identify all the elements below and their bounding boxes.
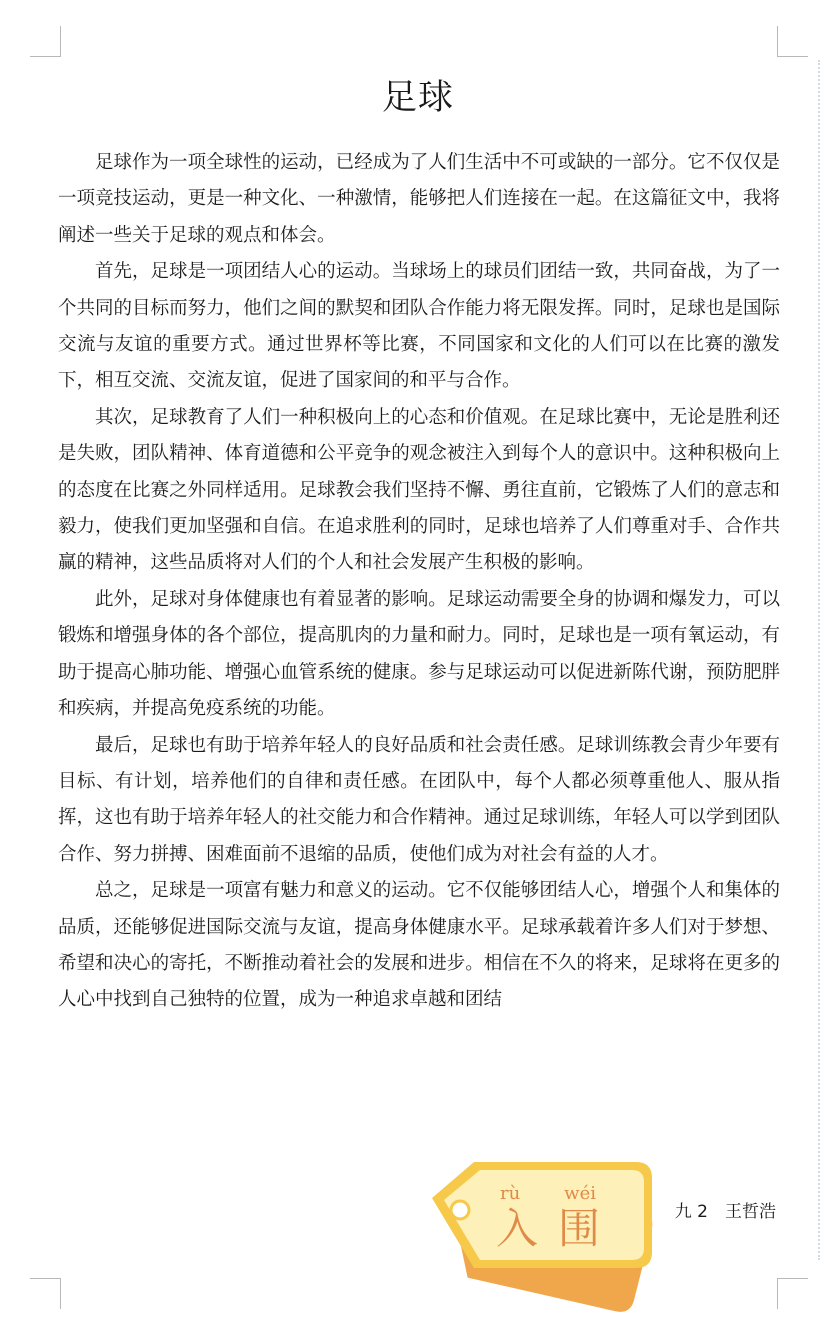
crop-mark-top-left xyxy=(30,26,61,57)
badge-char-2: 围 xyxy=(557,1204,600,1253)
paragraph-fourth: 最后，足球也有助于培养年轻人的良好品质和社会责任感。足球训练教会青少年要有目标、有计划，培养他们的自律和责任感。在团队中，每个人都必须尊重他人、服从指挥，这也有助于培养年轻人的社交能力和合作精神。通过足球训练，年轻人可以学到团队合作、努力拼搏、困难面前不退缩的品质，使他们成为对社会有益的人才。 xyxy=(58,734,780,865)
badge-label xyxy=(488,1184,608,1254)
document-body xyxy=(58,145,780,1019)
crop-mark-bottom-right xyxy=(777,1278,808,1309)
crop-mark-top-right xyxy=(777,26,808,57)
author-line: 九 2 王哲浩 xyxy=(674,1202,776,1222)
paragraph-conclusion: 总之，足球是一项富有魅力和意义的运动。它不仅能够团结人心，增强个人和集体的品质，还能够促进国际交流与友谊，提高身体健康水平。足球承载着许多人们对于梦想、希望和决心的寄托，不断推动着社会的发展和进步。相信在不久的将来，足球将在更多的人心中找到自己独特的位置，成为一种追求卓越和团结 xyxy=(58,880,780,1011)
finalist-badge xyxy=(410,1140,660,1320)
badge-characters xyxy=(496,1204,600,1254)
document-title: 足球 xyxy=(381,78,454,118)
paragraph-intro: 足球作为一项全球性的运动，已经成为了人们生活中不可或缺的一部分。它不仅仅是一项竞技运动，更是一种文化、一种激情，能够把人们连接在一起。在这篇征文中，我将阐述一些关于足球的观点和体会。 xyxy=(58,152,780,246)
badge-pinyin-2: wéi xyxy=(564,1183,596,1204)
paragraph-first: 首先，足球是一项团结人心的运动。当球场上的球员们团结一致，共同奋战，为了一个共同的目标而努力，他们之间的默契和团队合作能力将无限发挥。同时，足球也是国际交流与友谊的重要方式。通过世界杯等比赛，不同国家和文化的人们可以在比赛的激发下，相互交流、交流友谊，促进了国家间的和平与合作。 xyxy=(58,261,780,392)
paragraph-second: 其次，足球教育了人们一种积极向上的心态和价值观。在足球比赛中，无论是胜利还是失败，团队精神、体育道德和公平竞争的观念被注入到每个人的意识中。这种积极向上的态度在比赛之外同样适用。足球教会我们坚持不懈、勇往直前，它锻炼了人们的意志和毅力，使我们更加坚强和自信。在追求胜利的同时，足球也培养了人们尊重对手、合作共赢的精神，这些品质将对人们的个人和社会发展产生积极的影响。 xyxy=(58,406,780,574)
badge-pinyin-1: rù xyxy=(500,1183,521,1204)
badge-pinyin xyxy=(500,1184,596,1204)
crop-mark-bottom-left xyxy=(30,1278,61,1309)
paragraph-third: 此外，足球对身体健康也有着显著的影响。足球运动需要全身的协调和爆发力，可以锻炼和增强身体的各个部位，提高肌肉的力量和耐力。同时，足球也是一项有氧运动，有助于提高心肺功能、增强心血管系统的健康。参与足球运动可以促进新陈代谢，预防肥胖和疾病，并提高免疫系统的功能。 xyxy=(58,588,780,720)
badge-char-1: 入 xyxy=(496,1204,539,1253)
page-edge-line xyxy=(818,60,820,1260)
